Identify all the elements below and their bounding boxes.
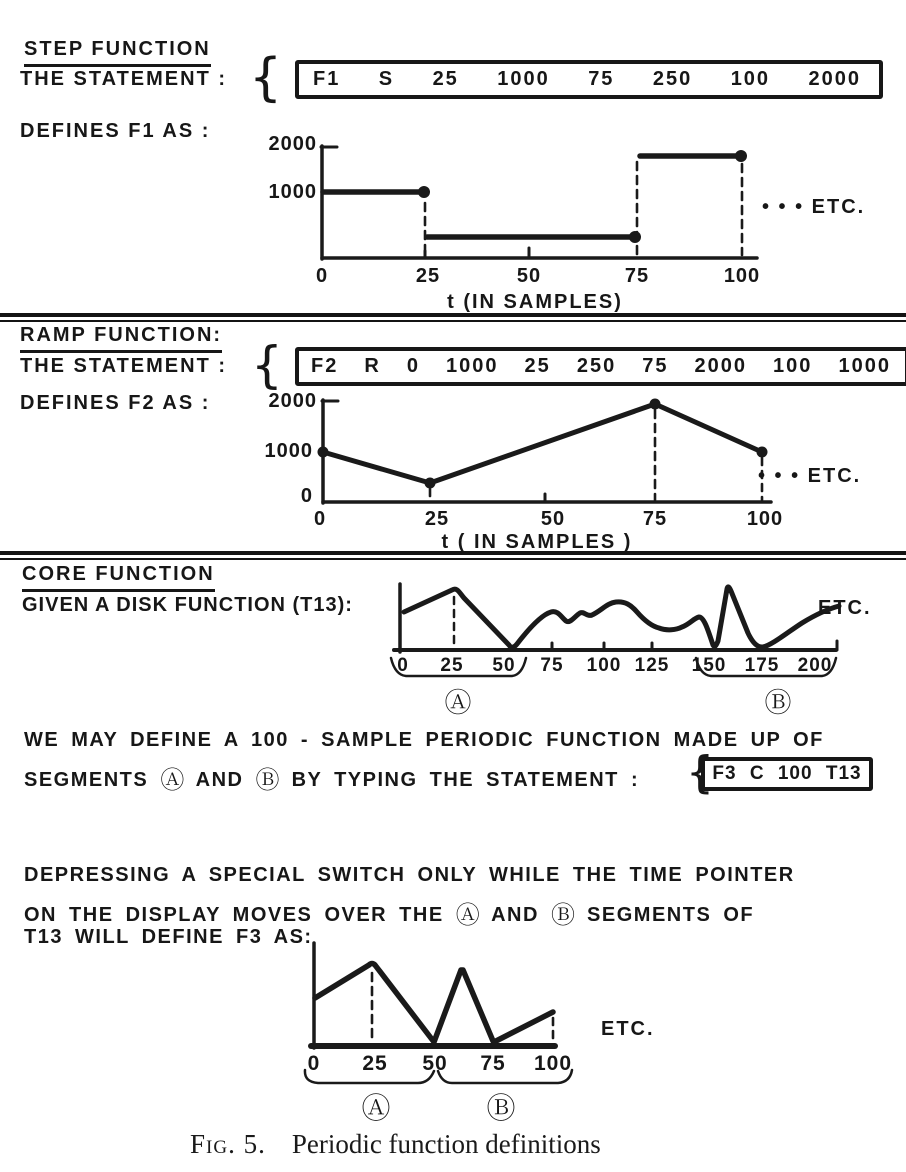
ramp-etc-label: • • • ETC. <box>758 465 862 487</box>
ramp-plot-strokes <box>318 399 772 504</box>
step-section-title: STEP FUNCTION <box>24 38 211 67</box>
f3-etc-label: ETC. <box>601 1018 655 1040</box>
circled-a-inline: Ⓐ <box>160 766 185 794</box>
define-line2-post: BY TYPING THE STATEMENT : <box>291 769 640 791</box>
switch-paragraph-line2 <box>24 895 754 930</box>
ramp-xtick-0: 0 <box>313 508 327 530</box>
ramp-ytick-1000: 1000 <box>264 440 313 462</box>
step-x-axis-label: t (IN SAMPLES) <box>447 291 623 313</box>
ramp-xtick-75: 75 <box>642 508 668 530</box>
ramp-statement-label: THE STATEMENT : <box>20 355 228 377</box>
switch-paragraph-line1: DEPRESSING A SPECIAL SWITCH ONLY WHILE THE TIME POINTER <box>24 864 795 886</box>
core-xtick-50: 50 <box>492 655 516 676</box>
core-xtick-200: 200 <box>797 655 833 676</box>
f3-statement-open-brace: { <box>686 747 714 798</box>
section-divider-rule <box>0 313 906 322</box>
circled-a-inline: Ⓐ <box>455 901 480 929</box>
section-divider-rule <box>0 551 906 560</box>
ramp-xtick-100: 100 <box>746 508 784 530</box>
core-xtick-100: 100 <box>586 655 622 676</box>
step-open-brace: { <box>249 48 283 108</box>
step-ytick-2000: 2000 <box>268 133 317 155</box>
core-xtick-175: 175 <box>744 655 780 676</box>
statement-token: F3 C 100 T13 <box>712 763 862 784</box>
ramp-ytick-0: 0 <box>300 485 313 507</box>
statement-token: 100 <box>730 68 771 90</box>
define-line2-pre: SEGMENTS <box>24 769 149 791</box>
circled-b-inline: Ⓑ <box>550 901 575 929</box>
f3-xtick-75: 75 <box>480 1052 506 1075</box>
core-xtick-25: 25 <box>440 655 464 676</box>
step-statement-label: THE STATEMENT : <box>20 68 228 90</box>
statement-token: 1000 <box>497 68 550 90</box>
statement-token: 100 <box>773 355 813 377</box>
f3-xtick-50: 50 <box>422 1052 448 1075</box>
statement-token: 1000 <box>838 355 891 377</box>
step-plot-strokes <box>321 146 757 259</box>
core-xtick-75: 75 <box>540 655 564 676</box>
figure-caption <box>190 1129 601 1160</box>
statement-token: 75 <box>588 68 615 90</box>
core-xtick-150: 150 <box>691 655 727 676</box>
switch-line2-post: SEGMENTS OF <box>587 904 755 926</box>
statement-token: 250 <box>576 355 617 377</box>
core-section-title: CORE FUNCTION <box>22 563 215 592</box>
step-statement-box <box>295 60 883 99</box>
statement-token: 0 <box>406 355 420 377</box>
statement-token: 75 <box>642 355 669 377</box>
define-paragraph-line2 <box>24 760 639 795</box>
statement-token: 2000 <box>808 68 861 90</box>
ramp-defines-label: DEFINES F2 AS : <box>20 392 211 414</box>
step-xtick-75: 75 <box>624 265 650 287</box>
f3-segment-b-badge: Ⓑ <box>486 1091 516 1125</box>
core-xtick-125: 125 <box>634 655 670 676</box>
ramp-ytick-2000: 2000 <box>268 390 317 412</box>
ramp-x-axis-label: t ( IN SAMPLES ) <box>441 531 633 553</box>
core-segment-a-badge: Ⓐ <box>444 688 472 719</box>
ramp-xtick-25: 25 <box>424 508 450 530</box>
figure-caption-number: Fig. 5. <box>190 1129 266 1159</box>
statement-token: 250 <box>652 68 693 90</box>
f3-xtick-0: 0 <box>307 1052 321 1075</box>
step-xtick-100: 100 <box>723 265 761 287</box>
switch-line2-and: AND <box>491 904 539 926</box>
ramp-open-brace: { <box>251 336 283 394</box>
circled-b-inline: Ⓑ <box>255 766 280 794</box>
define-line2-and: AND <box>195 769 244 791</box>
switch-line2-pre: ON THE DISPLAY MOVES OVER THE <box>24 904 444 926</box>
core-given-label: GIVEN A DISK FUNCTION (T13): <box>22 594 353 616</box>
step-etc-label: • • • ETC. <box>762 196 866 218</box>
figure-caption-text: Periodic function definitions <box>291 1129 601 1159</box>
statement-token: F1 <box>313 68 341 90</box>
f3-statement-box <box>701 757 873 791</box>
switch-paragraph-line3: T13 WILL DEFINE F3 AS: <box>24 926 313 948</box>
step-xtick-0: 0 <box>315 265 329 287</box>
core-xtick-0: 0 <box>397 655 409 676</box>
statement-token: 2000 <box>694 355 748 377</box>
define-paragraph-line1: WE MAY DEFINE A 100 - SAMPLE PERIODIC FUNCTION MADE UP OF <box>24 729 824 751</box>
core-etc-label: ETC. <box>818 597 872 619</box>
statement-token: 25 <box>524 355 551 377</box>
f3-segment-a-badge: Ⓐ <box>361 1091 391 1125</box>
step-ytick-1000: 1000 <box>268 181 317 203</box>
step-defines-label: DEFINES F1 AS : <box>20 120 211 142</box>
statement-token: F2 <box>311 355 339 377</box>
f3-xtick-100: 100 <box>533 1052 573 1075</box>
statement-token: 1000 <box>446 355 499 377</box>
statement-token: S <box>378 68 395 90</box>
statement-token: 25 <box>432 68 459 90</box>
ramp-statement-box <box>295 347 906 386</box>
statement-token: R <box>364 355 381 377</box>
ramp-xtick-50: 50 <box>540 508 566 530</box>
core-segment-b-badge: Ⓑ <box>764 688 792 719</box>
ramp-section-title: RAMP FUNCTION: <box>20 324 222 353</box>
step-xtick-50: 50 <box>516 265 542 287</box>
step-xtick-25: 25 <box>415 265 441 287</box>
f3-xtick-25: 25 <box>362 1052 388 1075</box>
